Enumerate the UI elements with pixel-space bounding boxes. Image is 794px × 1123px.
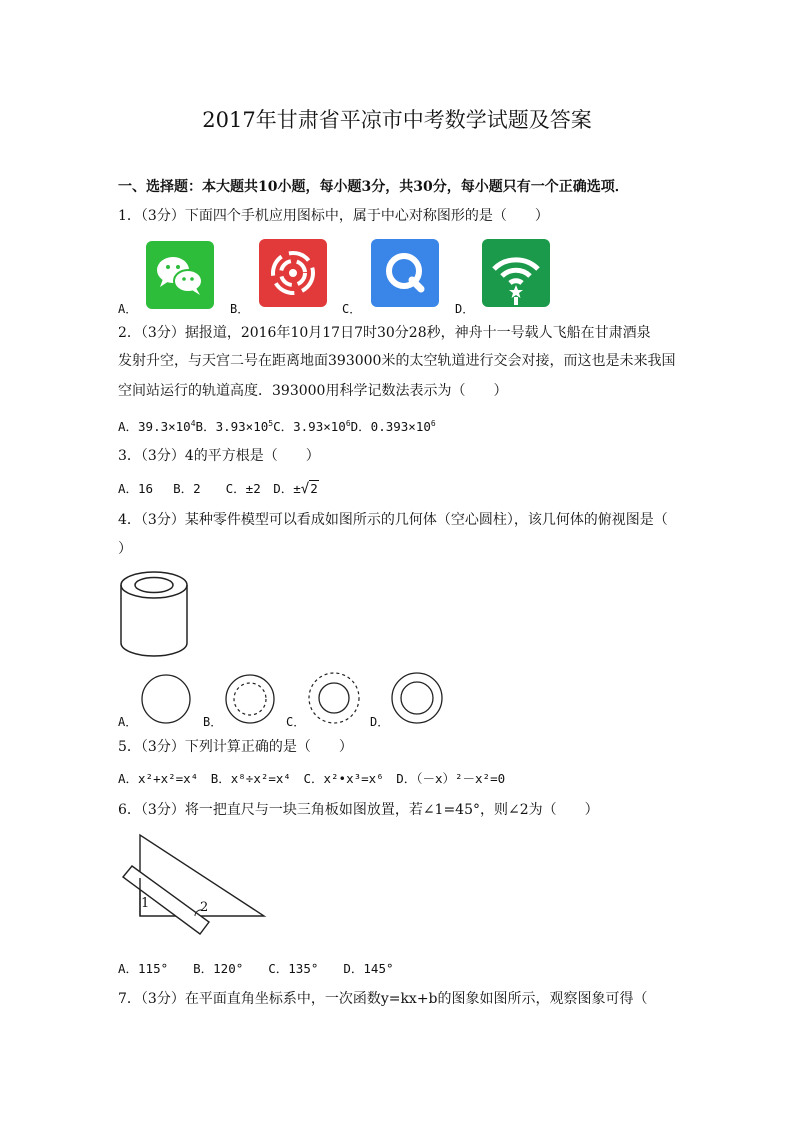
question-4-line1: 4．（3分）某种零件模型可以看成如图所示的几何体（空心圆柱），该几何体的俯视图是（: [118, 512, 668, 528]
question-7-stem: 7．（3分）在平面直角坐标系中，一次函数y=kx+b的图象如图所示，观察图象可得（: [118, 991, 648, 1007]
q3-options-abc: A．16 B．2 C．±2 D．: [118, 481, 294, 496]
q3-option-d-radicand: 2: [310, 481, 318, 496]
question-2-line3: 空间站运行的轨道高度．393000用科学记数法表示为（ ）: [118, 383, 508, 399]
q1-label-a: A．: [118, 302, 138, 316]
ruler-triangle-figure: [118, 830, 268, 940]
question-5-options: A．x²+x²=x⁴ B．x⁸÷x²=x⁴ C．x²•x³=x⁶ D．（－x）²－x²=0: [118, 771, 506, 786]
section-heading: 一、选择题：本大题共10小题，每小题3分，共30分，每小题只有一个正确选项．: [118, 179, 629, 195]
q2-option-a-exp: 4: [190, 419, 196, 428]
wechat-icon: [146, 241, 214, 309]
sqrt-symbol: √: [300, 481, 310, 497]
angle-1-label: 1: [141, 896, 150, 911]
question-3-stem: 3．（3分）4的平方根是（ ）: [118, 448, 320, 464]
question-3-options: [118, 479, 319, 497]
q1-label-c: C．: [342, 302, 362, 316]
question-4-line2: ）: [118, 541, 132, 557]
q2-option-c-exp: 6: [345, 419, 351, 428]
page-title: 2017年甘肃省平凉市中考数学试题及答案: [202, 108, 592, 132]
search-app-icon: [371, 239, 439, 307]
q2-option-b: B．3.93×10: [195, 419, 269, 434]
angle-2-label: 2: [200, 900, 209, 915]
question-2-line1: 2．（3分）据报道，2016年10月17日7时30分28秒，神舟十一号载人飞船在甘肃酒泉: [118, 325, 651, 341]
question-6-options: A．115° B．120° C．135° D．145°: [118, 961, 394, 976]
sohu-video-icon: [259, 239, 327, 307]
q4-option-a-figure: [140, 673, 192, 725]
q3-option-d-sign: ±: [293, 481, 301, 496]
q2-option-a: A．39.3×10: [118, 419, 191, 434]
q4-option-c-figure: [307, 671, 361, 725]
q4-label-c: C．: [286, 715, 306, 729]
q4-option-b-figure: [223, 673, 277, 725]
question-1-stem: 1．（3分）下面四个手机应用图标中，属于中心对称图形的是（ ）: [118, 208, 549, 224]
q2-option-d-exp: 6: [430, 419, 436, 428]
q2-option-c: C．3.93×10: [273, 419, 346, 434]
wifi-app-icon: [482, 239, 550, 307]
q4-label-d: D．: [370, 715, 390, 729]
hollow-cylinder-figure: [118, 568, 192, 660]
q4-label-b: B．: [203, 715, 223, 729]
q1-label-d: D．: [455, 302, 475, 316]
question-2-options: [118, 417, 436, 435]
question-2-line2: 发射升空，与天宫二号在距离地面393000米的太空轨道进行交会对接，而这也是未来我国: [118, 353, 676, 369]
q4-label-a: A．: [118, 715, 138, 729]
question-5-stem: 5．（3分）下列计算正确的是（ ）: [118, 739, 353, 755]
question-6-stem: 6．（3分）将一把直尺与一块三角板如图放置，若∠1=45°，则∠2为（ ）: [118, 802, 599, 818]
q2-option-b-exp: 5: [268, 419, 274, 428]
q4-option-d-figure: [390, 671, 444, 725]
q1-label-b: B．: [230, 302, 250, 316]
q2-option-d: D．0.393×10: [350, 419, 431, 434]
